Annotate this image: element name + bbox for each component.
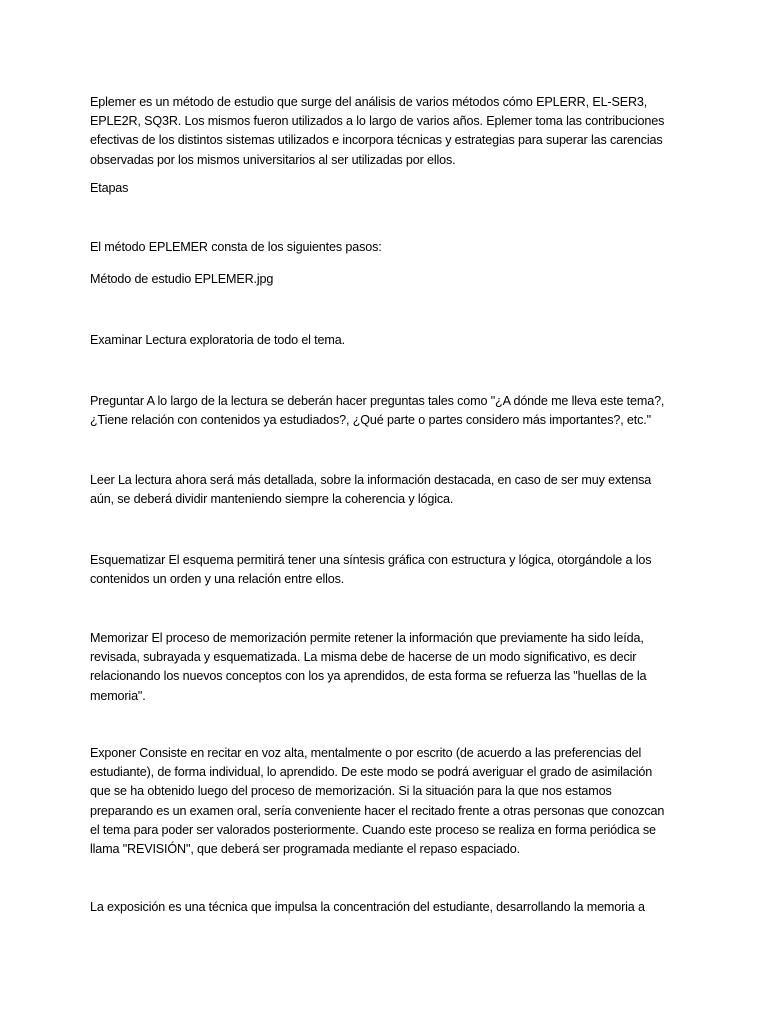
text-line: Esquematizar El esquema permitirá tener una síntesis gráfica con estructura y lógica, otorgándole a los — [90, 553, 652, 567]
paragraph-examinar — [90, 331, 690, 350]
paragraph-exponer — [90, 744, 690, 859]
text-line: aún, se deberá dividir manteniendo siempre la coherencia y lógica. — [90, 492, 454, 507]
text-line: Leer La lectura ahora será más detallada, sobre la información destacada, en caso de ser muy extensa — [90, 473, 652, 487]
paragraph-preguntar — [90, 392, 690, 430]
text-line: preparando es un examen oral, sería conveniente hacer el recitado frente a otras personas que conozcan — [90, 803, 665, 818]
heading-etapas — [90, 179, 690, 198]
paragraph-exposicion — [90, 898, 690, 917]
paragraph-steps-intro — [90, 238, 690, 257]
text-line: Etapas — [90, 181, 129, 195]
text-line: estudiante), de forma individual, lo aprendido. De este modo se podrá averiguar el grado de asimilación — [90, 765, 653, 780]
text-line: ¿Tiene relación con contenidos ya estudiados?, ¿Qué parte o partes considero más importantes?, etc." — [90, 413, 651, 428]
paragraph-leer — [90, 471, 690, 509]
text-line: Examinar Lectura exploratoria de todo el tema. — [90, 333, 345, 347]
text-line: efectivas de los distintos sistemas utilizados e incorpora técnicas y estrategias para superar las carencias — [90, 133, 663, 148]
text-line: Método de estudio EPLEMER.jpg — [90, 272, 274, 286]
text-line: EPLE2R, SQ3R. Los mismos fueron utilizados a lo largo de varios años. Eplemer toma las contribuciones — [90, 114, 665, 129]
paragraph-memorizar — [90, 629, 690, 706]
text-line: el tema para poder ser valorados posteriormente. Cuando este proceso se realiza en forma periódica se — [90, 822, 656, 837]
paragraph-esquematizar — [90, 551, 690, 589]
text-line: Eplemer es un método de estudio que surge del análisis de varios métodos cómo EPLERR, EL-SER3, — [90, 95, 648, 109]
text-line: memoria". — [90, 688, 146, 703]
text-line: relacionando los nuevos conceptos con los ya aprendidos, de esta forma se refuerza las "huellas de la — [90, 669, 647, 684]
text-line: Exponer Consiste en recitar en voz alta, mentalmente o por escrito (de acuerdo a las preferencias del — [90, 746, 642, 760]
text-line: contenidos un orden y una relación entre ellos. — [90, 572, 345, 587]
text-line: llama "REVISIÓN", que deberá ser programada mediante el repaso espaciado. — [90, 842, 520, 857]
paragraph-intro — [90, 93, 690, 170]
text-line: observadas por los mismos universitarios al ser utilizadas por ellos. — [90, 152, 456, 167]
text-line: que se ha obtenido luego del proceso de memorización. Si la situación para la que nos estamos — [90, 784, 612, 799]
text-line: Preguntar A lo largo de la lectura se deberán hacer preguntas tales como "¿A dónde me lleva este tema?, — [90, 394, 665, 408]
text-line: revisada, subrayada y esquematizada. La misma debe de hacerse de un modo significativo, es decir — [90, 650, 637, 665]
text-line: La exposición es una técnica que impulsa la concentración del estudiante, desarrollando la memoria a — [90, 900, 645, 914]
text-line: Memorizar El proceso de memorización permite retener la información que previamente ha sido leída, — [90, 631, 644, 645]
image-caption — [90, 270, 690, 289]
text-line: El método EPLEMER consta de los siguientes pasos: — [90, 240, 382, 254]
